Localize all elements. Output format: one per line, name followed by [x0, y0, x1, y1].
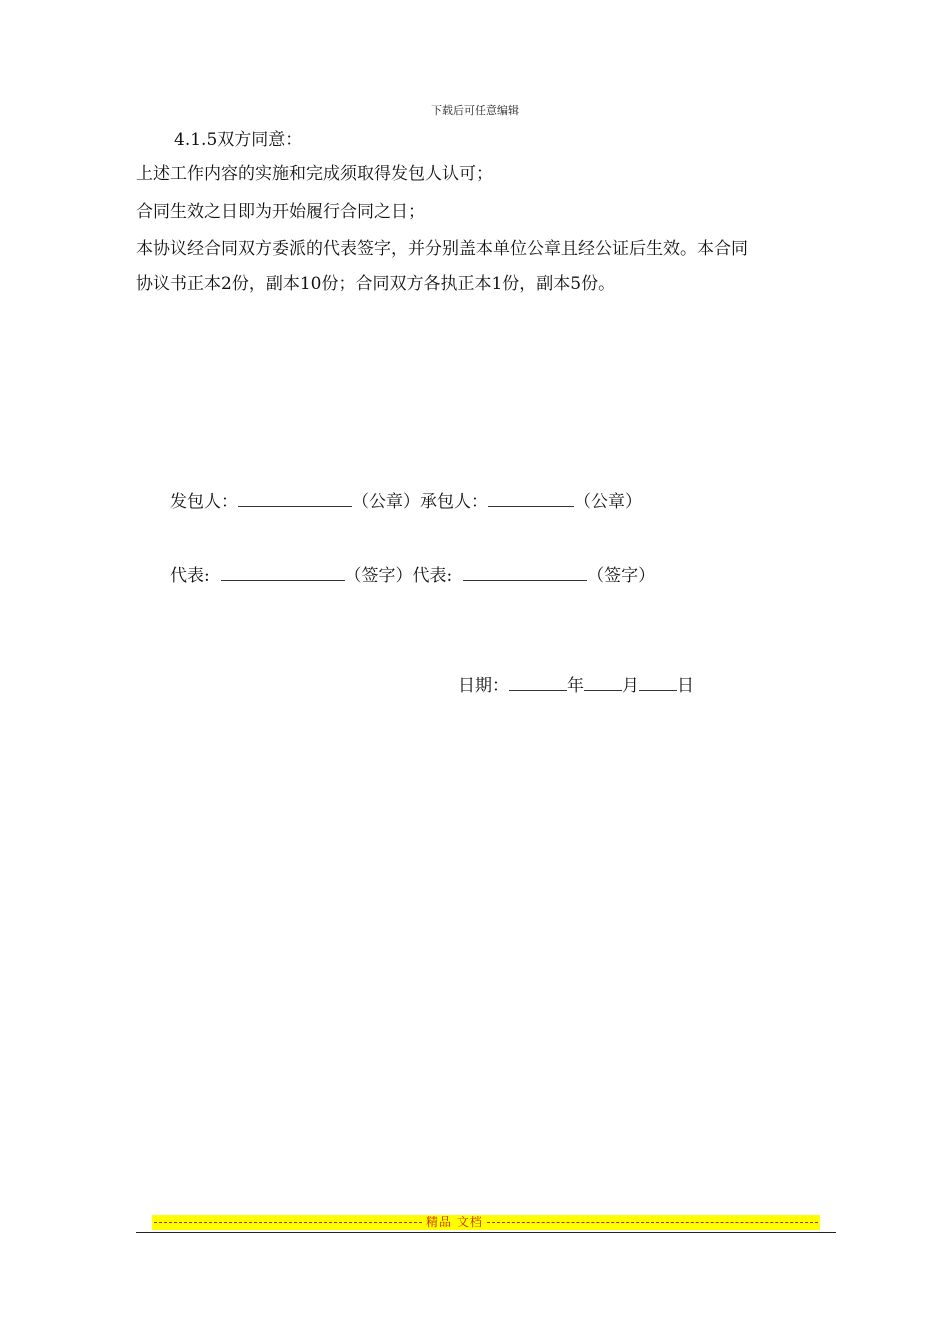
rep-sign-label-2: （签字） — [587, 566, 656, 586]
employer-label: 发包人： — [170, 492, 238, 512]
footer-band — [152, 1215, 820, 1230]
signature-row-parties — [170, 490, 642, 514]
month-label: 月 — [622, 676, 639, 696]
rep-blank-2[interactable] — [463, 565, 587, 581]
contractor-blank[interactable] — [488, 491, 574, 507]
footer-label: 精品 文档 — [426, 1215, 483, 1229]
contractor-seal-label: （公章） — [574, 492, 642, 512]
footer-dashes-left — [154, 1222, 422, 1223]
clause-line-4: 协议书正本2份，副本10份；合同双方各执正本1份，副本5份。 — [136, 274, 616, 294]
day-blank[interactable] — [639, 675, 677, 691]
rep-label-2: 代表: — [412, 566, 453, 586]
year-label: 年 — [567, 676, 584, 696]
clause-line-1: 上述工作内容的实施和完成须取得发包人认可； — [136, 164, 493, 184]
rep-blank-1[interactable] — [221, 565, 345, 581]
header-note: 下载后可任意编辑 — [431, 104, 519, 117]
rep-sign-label-1: （签字） — [344, 566, 413, 586]
employer-blank[interactable] — [238, 491, 352, 507]
clause-line-3: 本协议经合同双方委派的代表签字，并分别盖本单位公章且经公证后生效。本合同 — [136, 239, 748, 259]
clause-line-2: 合同生效之日即为开始履行合同之日； — [136, 202, 425, 222]
signature-row-representatives — [170, 564, 655, 588]
date-row — [458, 674, 694, 698]
clause-heading: 4.1.5双方同意： — [174, 130, 303, 150]
date-label: 日期： — [458, 676, 509, 696]
month-blank[interactable] — [584, 675, 622, 691]
day-label: 日 — [677, 676, 694, 696]
year-blank[interactable] — [509, 675, 567, 691]
footer-dashes-right — [487, 1222, 818, 1223]
contractor-label: 承包人： — [420, 492, 488, 512]
rep-label-1: 代表: — [170, 566, 210, 586]
footer-rule — [136, 1232, 836, 1233]
employer-seal-label: （公章） — [352, 492, 420, 512]
